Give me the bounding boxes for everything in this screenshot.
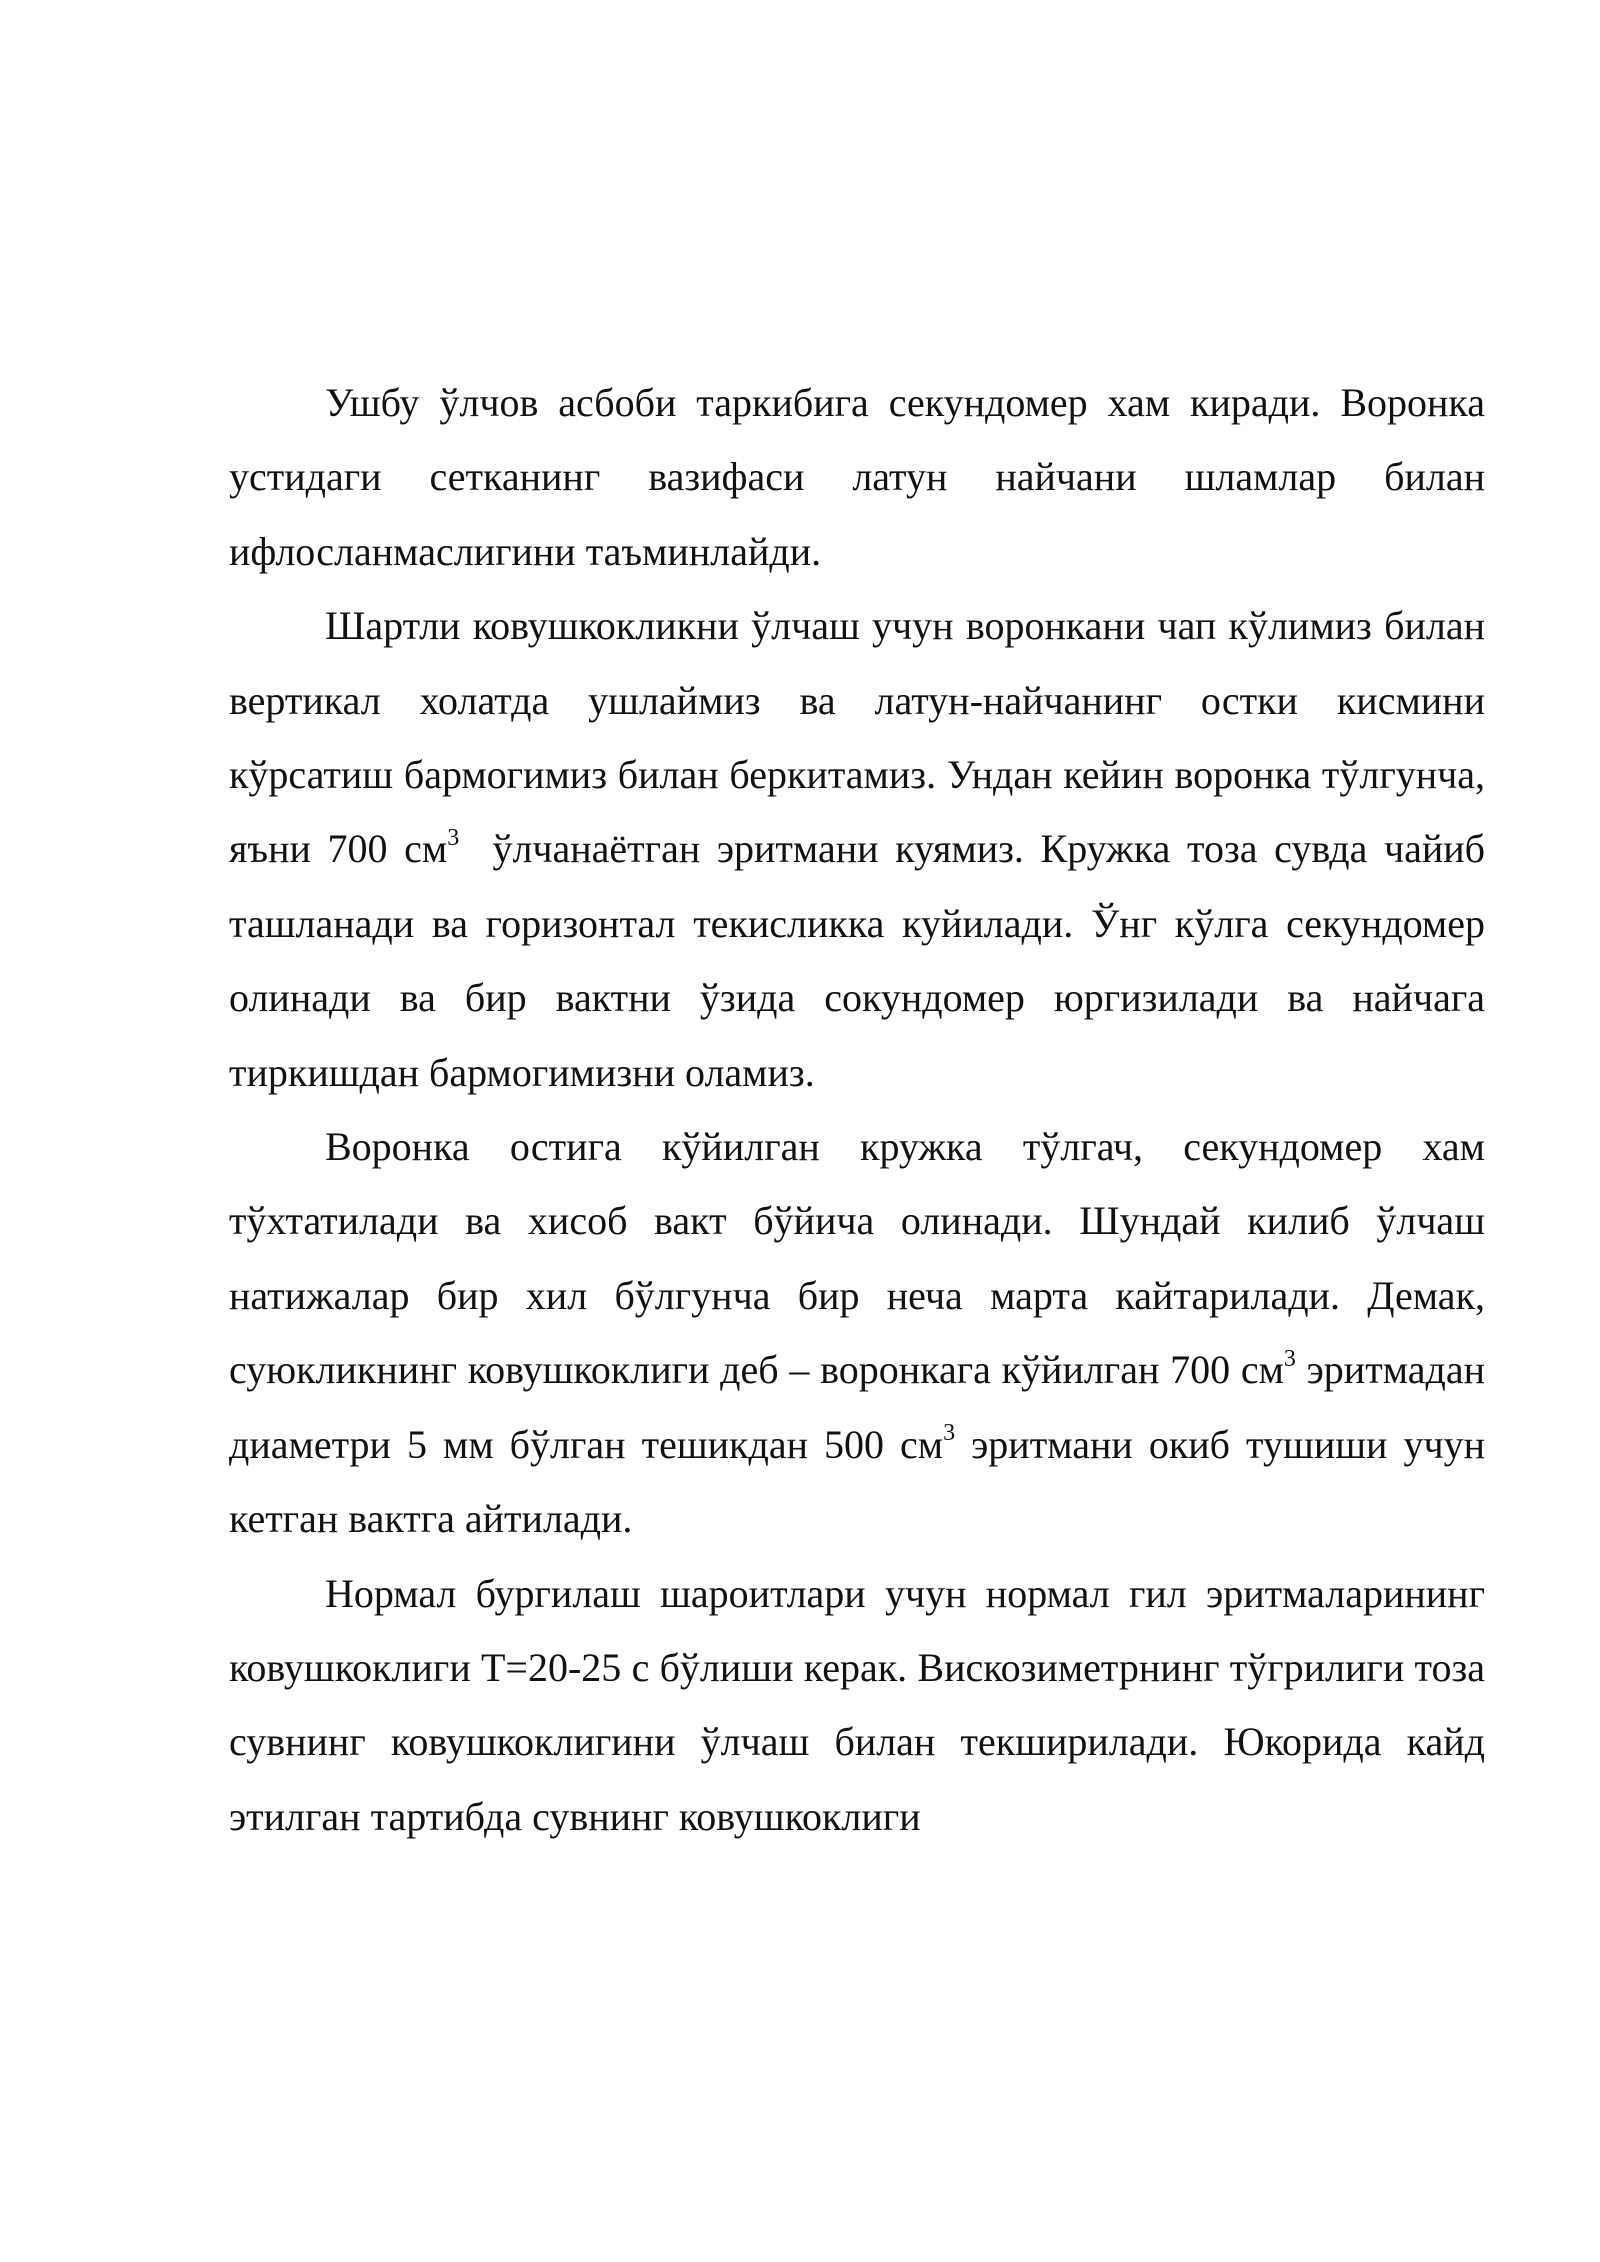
- paragraph-2: [229, 589, 1495, 1110]
- paragraph-1-text: Ушбу ўлчов асбоби таркибига секундомер хам киради. Воронка устидаги сетканинг вазифаси латун найчани шламлар билан ифлосланмаслигини таъминлайди.: [229, 380, 1485, 574]
- paragraph-1: [229, 366, 1485, 589]
- superscript-cube: 3: [943, 1420, 956, 1447]
- paragraph-2-text-b: ўлчанаётган эритмани куямиз. Кружка тоза сувда чайиб ташланади ва горизонтал текисликка куйилади. Ўнг кўлга секундомер олинади ва бир вактни ўзида сокундомер юргизилади ва найчага тиркишдан бармогимизни оламиз.: [229, 826, 1495, 1095]
- body-text: [229, 366, 1495, 1854]
- paragraph-3-text-a: Воронка остига кўйилган кружка тўлгач, секундомер хам тўхтатилади ва хисоб вакт бўйича олинади. Шундай килиб ўлчаш натижалар бир хил бўлгунча бир неча марта кайтарилади. Демак, суюкликнинг ковушкоклиги деб – воронкага кўйилган 700 см: [229, 1124, 1485, 1393]
- paragraph-3-text-c: эритмани окиб тушиши учун кетган вактга айтилади.: [229, 1421, 1485, 1542]
- superscript-cube: 3: [1283, 1345, 1296, 1372]
- paragraph-4-text: Нормал бургилаш шароитлари учун нормал гил эритмаларининг ковушкоклиги Т=20-25 с бўлиши керак. Вискозиметрнинг тўгрилиги тоза сувнинг ковушкоклигини ўлчаш билан текширилади. Юкорида кайд этилган тартибда сувнинг ковушкоклиги: [229, 1570, 1485, 1839]
- paragraph-4: [229, 1557, 1485, 1855]
- paragraph-2-text-a: Шартли ковушкокликни ўлчаш учун воронкани чап кўлимиз билан вертикал холатда ушлаймиз ва латун-найчанинг остки кисмини кўрсатиш бармогимиз билан беркитамиз. Ундан кейин воронка тўлгунча, яъни 700 см: [229, 603, 1485, 872]
- paragraph-3-text-b: эритмадан диаметри 5 мм бўлган тешикдан 500 см: [229, 1347, 1485, 1467]
- superscript-cube: 3: [447, 825, 460, 852]
- paragraph-3: [229, 1110, 1485, 1556]
